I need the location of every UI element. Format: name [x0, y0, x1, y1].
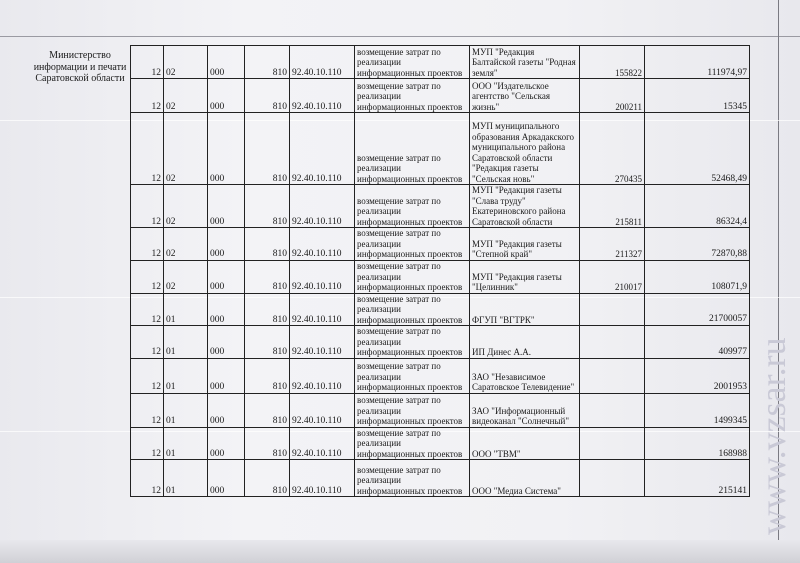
section-code-cell: 12 — [131, 228, 164, 261]
recipient-name-cell: МУП "Редакция Балтайской газеты "Родная земля" — [470, 46, 580, 79]
expense-type-code-cell: 810 — [245, 460, 290, 497]
table-row — [131, 185, 750, 228]
watermark-text: www.vzsar.ru — [755, 337, 793, 535]
page-bottom-shade — [0, 540, 800, 563]
section-code-cell: 12 — [131, 326, 164, 359]
expense-type-code-cell: 810 — [245, 260, 290, 293]
target-code-cell: 000 — [208, 393, 245, 427]
recipient-code-cell — [580, 427, 645, 460]
subsection-code-cell: 01 — [164, 460, 208, 497]
recipient-name-cell: ИП Динес А.А. — [470, 326, 580, 359]
expense-type-code-cell: 810 — [245, 293, 290, 326]
recipient-name-cell: ООО "ТВМ" — [470, 427, 580, 460]
expense-description-cell: возмещение затрат по реализации информационных проектов — [355, 113, 470, 185]
target-code-cell: 000 — [208, 427, 245, 460]
amount-cell: 52468,49 — [645, 113, 750, 185]
expense-description-cell: возмещение затрат по реализации информационных проектов — [355, 46, 470, 79]
target-code-cell: 000 — [208, 358, 245, 393]
expense-description-cell: возмещение затрат по реализации информационных проектов — [355, 185, 470, 228]
target-article-code-cell: 92.40.10.110 — [290, 460, 355, 497]
subsection-code-cell: 02 — [164, 185, 208, 228]
amount-cell: 86324,4 — [645, 185, 750, 228]
target-article-code-cell: 92.40.10.110 — [290, 228, 355, 261]
expense-type-code-cell: 810 — [245, 358, 290, 393]
target-code-cell: 000 — [208, 228, 245, 261]
expense-description-cell: возмещение затрат по реализации информационных проектов — [355, 260, 470, 293]
target-article-code-cell: 92.40.10.110 — [290, 358, 355, 393]
section-code-cell: 12 — [131, 460, 164, 497]
recipient-name-cell: МУП "Редакция газеты "Степной край" — [470, 228, 580, 261]
watermark — [755, 200, 795, 540]
subsection-code-cell: 01 — [164, 358, 208, 393]
section-code-cell: 12 — [131, 113, 164, 185]
section-code-cell: 12 — [131, 293, 164, 326]
expense-type-code-cell: 810 — [245, 46, 290, 79]
amount-cell: 15345 — [645, 79, 750, 113]
table-row — [131, 293, 750, 326]
subsection-code-cell: 02 — [164, 79, 208, 113]
budget-table — [130, 45, 750, 497]
section-code-cell: 12 — [131, 358, 164, 393]
target-article-code-cell: 92.40.10.110 — [290, 46, 355, 79]
expense-type-code-cell: 810 — [245, 393, 290, 427]
recipient-name-cell: ООО "Медиа Система" — [470, 460, 580, 497]
subsection-code-cell: 02 — [164, 113, 208, 185]
expense-type-code-cell: 810 — [245, 113, 290, 185]
table-row — [131, 79, 750, 113]
expense-description-cell: возмещение затрат по реализации информационных проектов — [355, 358, 470, 393]
expense-type-code-cell: 810 — [245, 185, 290, 228]
expense-type-code-cell: 810 — [245, 326, 290, 359]
target-article-code-cell: 92.40.10.110 — [290, 393, 355, 427]
recipient-code-cell — [580, 460, 645, 497]
recipient-name-cell: ЗАО "Независимое Саратовское Телевидение" — [470, 358, 580, 393]
recipient-name-cell: МУП муниципального образования Аркадакского муниципального района Саратовской области "Редакция газеты "Сельская новь" — [470, 113, 580, 185]
table-row — [131, 358, 750, 393]
expense-type-code-cell: 810 — [245, 228, 290, 261]
subsection-code-cell: 02 — [164, 46, 208, 79]
amount-cell: 21700057 — [645, 293, 750, 326]
target-code-cell: 000 — [208, 460, 245, 497]
expense-description-cell: возмещение затрат по реализации информационных проектов — [355, 393, 470, 427]
target-code-cell: 000 — [208, 113, 245, 185]
table-row — [131, 427, 750, 460]
amount-cell: 409977 — [645, 326, 750, 359]
section-code-cell: 12 — [131, 260, 164, 293]
table-row — [131, 46, 750, 79]
amount-cell: 1499345 — [645, 393, 750, 427]
recipient-code-cell: 270435 — [580, 113, 645, 185]
table-row — [131, 393, 750, 427]
expense-description-cell: возмещение затрат по реализации информационных проектов — [355, 460, 470, 497]
recipient-code-cell: 215811 — [580, 185, 645, 228]
table-row — [131, 460, 750, 497]
expense-description-cell: возмещение затрат по реализации информационных проектов — [355, 293, 470, 326]
target-article-code-cell: 92.40.10.110 — [290, 185, 355, 228]
target-article-code-cell: 92.40.10.110 — [290, 113, 355, 185]
recipient-code-cell: 210017 — [580, 260, 645, 293]
target-article-code-cell: 92.40.10.110 — [290, 293, 355, 326]
table-row — [131, 228, 750, 261]
target-code-cell: 000 — [208, 293, 245, 326]
expense-description-cell: возмещение затрат по реализации информационных проектов — [355, 326, 470, 359]
target-code-cell: 000 — [208, 326, 245, 359]
expense-type-code-cell: 810 — [245, 79, 290, 113]
recipient-code-cell — [580, 358, 645, 393]
target-article-code-cell: 92.40.10.110 — [290, 79, 355, 113]
amount-cell: 2001953 — [645, 358, 750, 393]
recipient-code-cell — [580, 393, 645, 427]
watermark-graphic — [755, 200, 795, 540]
recipient-code-cell — [580, 293, 645, 326]
subsection-code-cell: 01 — [164, 326, 208, 359]
expense-description-cell: возмещение затрат по реализации информационных проектов — [355, 427, 470, 460]
recipient-name-cell: ЗАО "Информационный видеоканал "Солнечный" — [470, 393, 580, 427]
section-code-cell: 12 — [131, 393, 164, 427]
section-code-cell: 12 — [131, 427, 164, 460]
table-row — [131, 326, 750, 359]
section-code-cell: 12 — [131, 185, 164, 228]
amount-cell: 108071,9 — [645, 260, 750, 293]
recipient-code-cell: 200211 — [580, 79, 645, 113]
recipient-name-cell: ООО "Издательское агентство "Сельская жизнь" — [470, 79, 580, 113]
recipient-code-cell — [580, 326, 645, 359]
target-code-cell: 000 — [208, 185, 245, 228]
target-code-cell: 000 — [208, 46, 245, 79]
target-article-code-cell: 92.40.10.110 — [290, 260, 355, 293]
table-row — [131, 260, 750, 293]
expense-description-cell: возмещение затрат по реализации информационных проектов — [355, 228, 470, 261]
expense-type-code-cell: 810 — [245, 427, 290, 460]
recipient-code-cell: 155822 — [580, 46, 645, 79]
ministry-name: Министерство информации и печати Саратовской области — [33, 50, 127, 84]
amount-cell: 215141 — [645, 460, 750, 497]
subsection-code-cell: 01 — [164, 427, 208, 460]
expense-description-cell: возмещение затрат по реализации информационных проектов — [355, 79, 470, 113]
table-row — [131, 113, 750, 185]
amount-cell: 72870,88 — [645, 228, 750, 261]
target-article-code-cell: 92.40.10.110 — [290, 326, 355, 359]
page-top-border — [0, 36, 800, 37]
target-code-cell: 000 — [208, 79, 245, 113]
subsection-code-cell: 01 — [164, 393, 208, 427]
recipient-name-cell: МУП "Редакция газеты "Слава труду" Екатериновского района Саратовской области — [470, 185, 580, 228]
target-code-cell: 000 — [208, 260, 245, 293]
section-code-cell: 12 — [131, 46, 164, 79]
subsection-code-cell: 01 — [164, 293, 208, 326]
target-article-code-cell: 92.40.10.110 — [290, 427, 355, 460]
recipient-code-cell: 211327 — [580, 228, 645, 261]
recipient-name-cell: ФГУП "ВГТРК" — [470, 293, 580, 326]
subsection-code-cell: 02 — [164, 228, 208, 261]
amount-cell: 111974,97 — [645, 46, 750, 79]
subsection-code-cell: 02 — [164, 260, 208, 293]
amount-cell: 168988 — [645, 427, 750, 460]
section-code-cell: 12 — [131, 79, 164, 113]
recipient-name-cell: МУП "Редакция газеты "Целинник" — [470, 260, 580, 293]
